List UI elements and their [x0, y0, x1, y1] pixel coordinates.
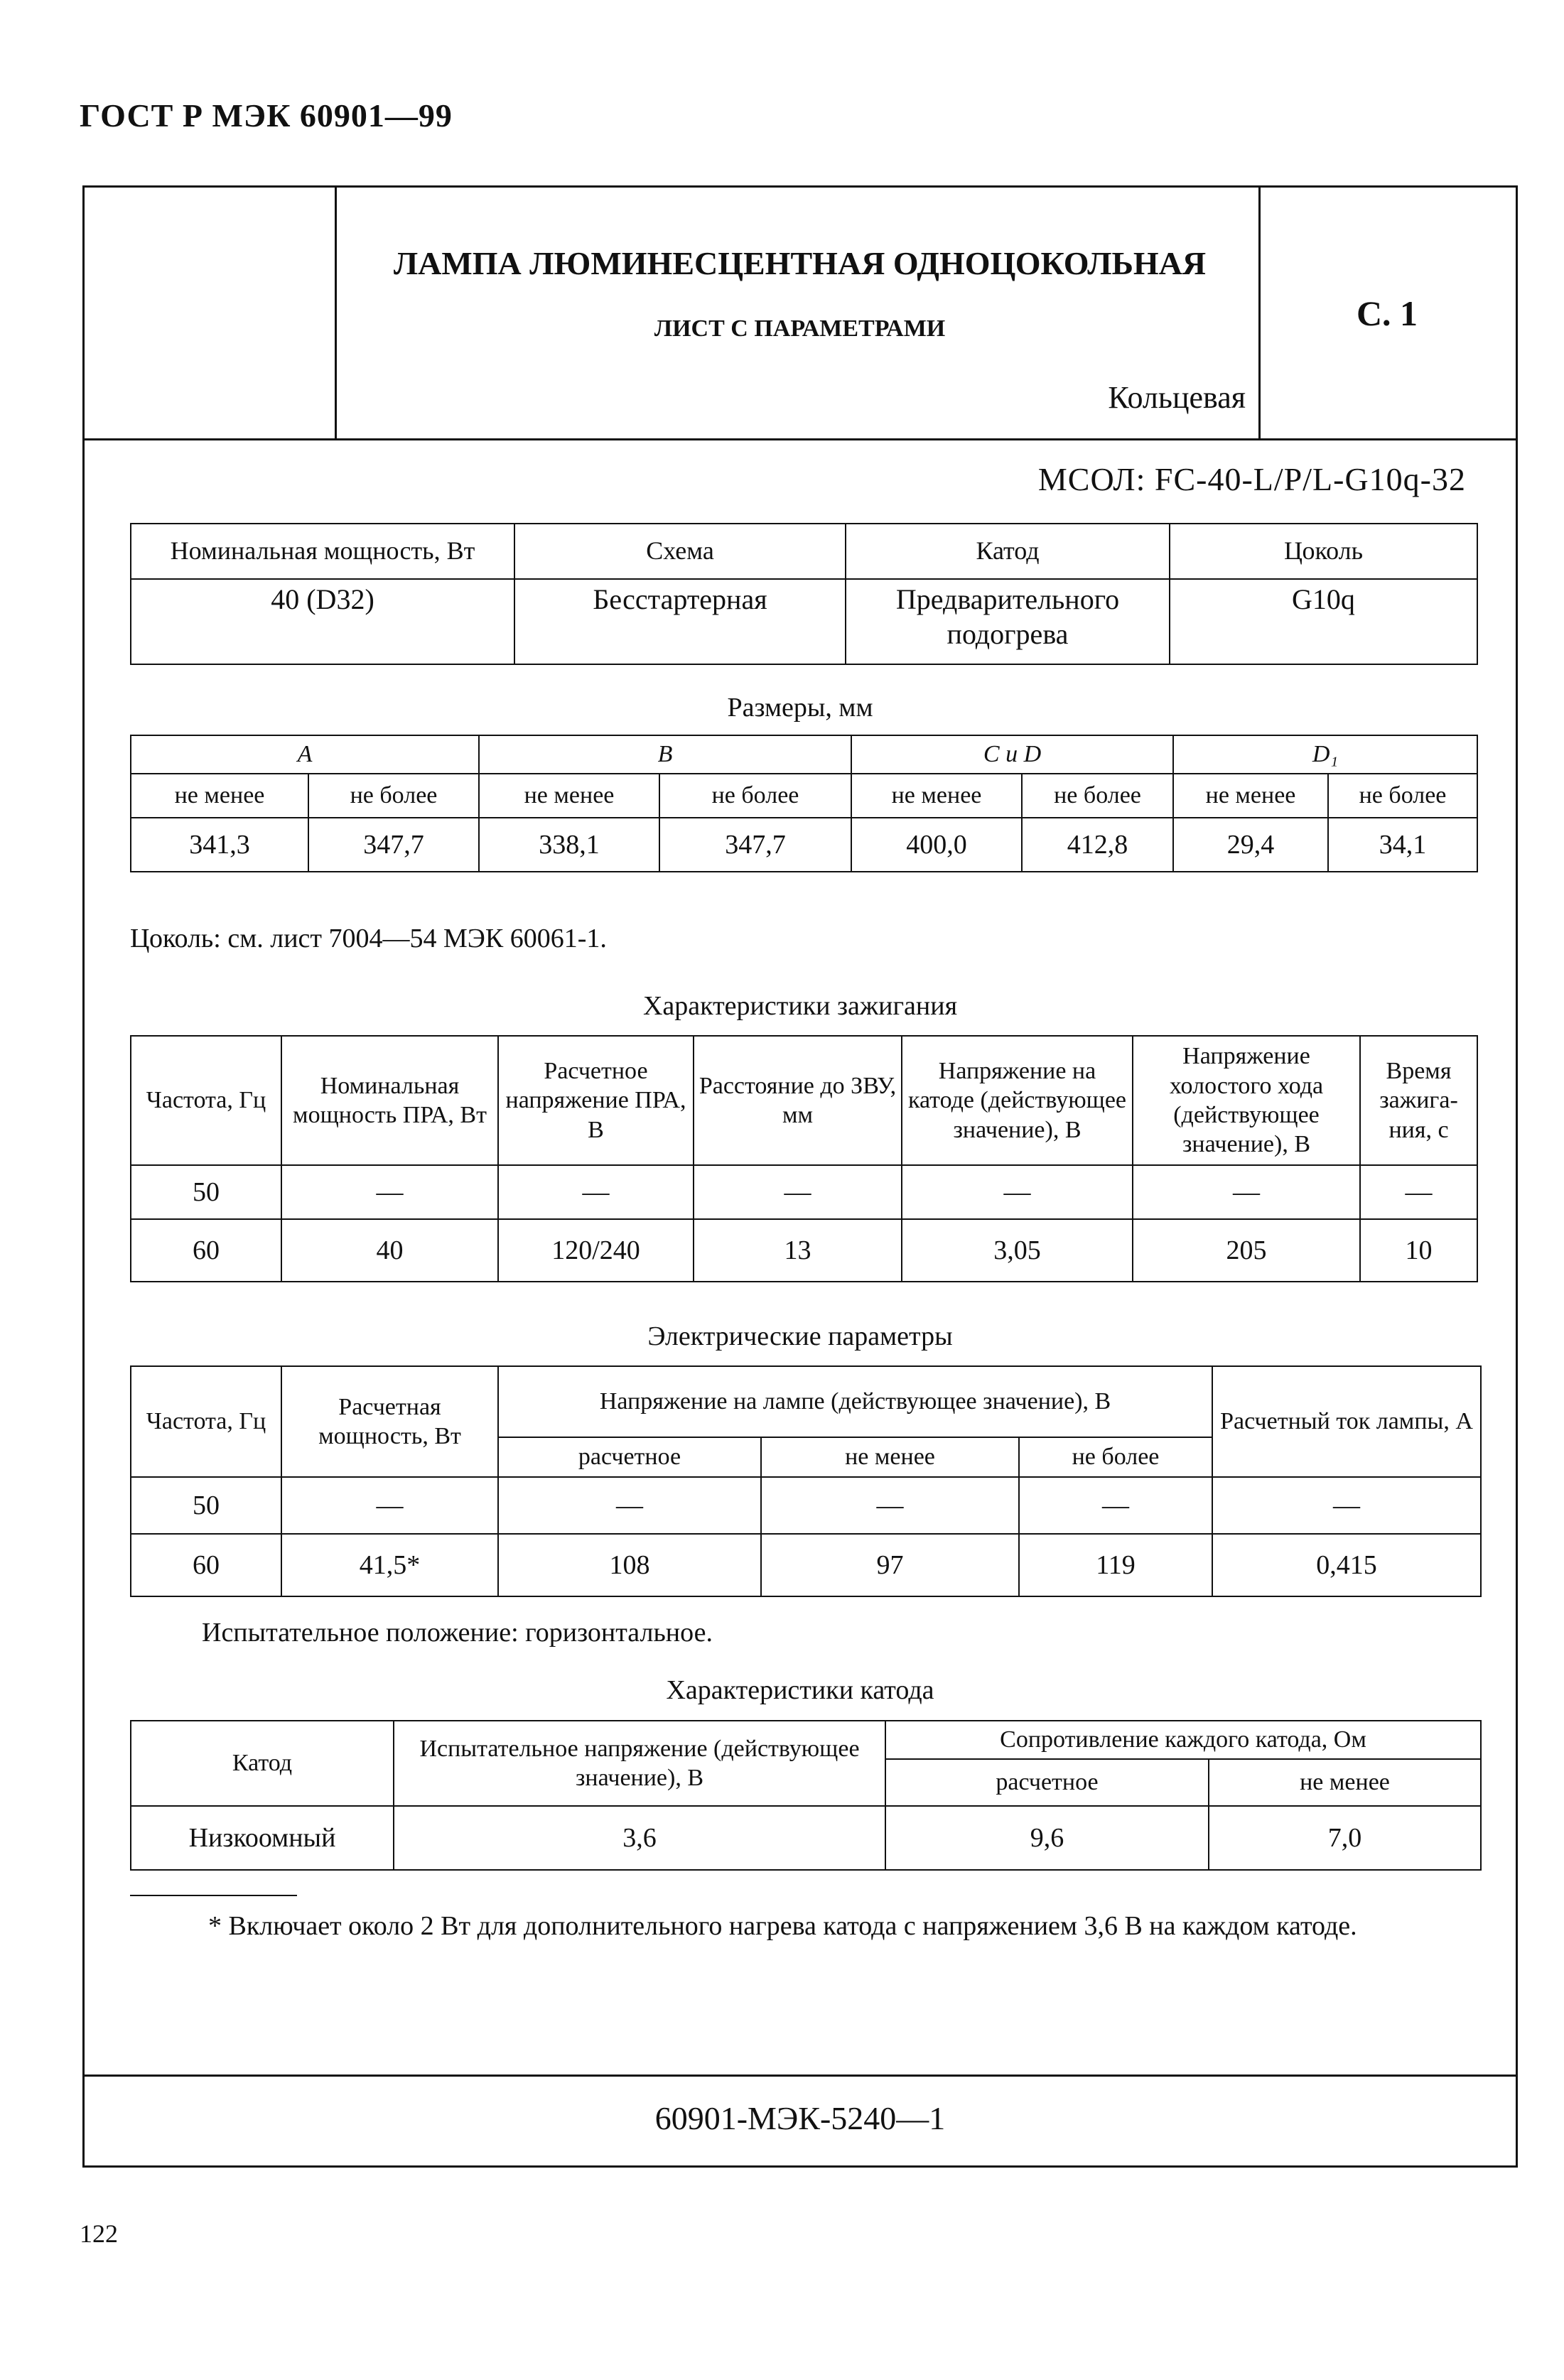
- ign-header-open-circuit-voltage: Напряжение холостого хода (действующее значение), В: [1133, 1036, 1360, 1165]
- dim-sub-max: не более: [659, 774, 851, 818]
- ign-cell: —: [1133, 1165, 1360, 1219]
- el-cell: 50: [131, 1477, 281, 1534]
- cat-cell-type: Низкоомный: [131, 1806, 394, 1870]
- el-cell: 108: [498, 1534, 761, 1596]
- base-reference-note: Цоколь: см. лист 7004—54 МЭК 60061-1.: [130, 924, 607, 953]
- ign-header-ignition-time: Время зажигания, с: [1360, 1036, 1477, 1165]
- cell-rated-power: 40 (D32): [131, 579, 514, 664]
- ign-cell: 205: [1133, 1219, 1360, 1282]
- dimensions-caption: Размеры, мм: [727, 693, 873, 723]
- cat-header-resistance: Сопротивление каждого катода, Ом: [885, 1721, 1481, 1759]
- dim-value: 412,8: [1022, 818, 1173, 872]
- dim-header-b: B: [479, 735, 851, 774]
- cell-cathode: Предварительного подогрева: [846, 579, 1170, 664]
- el-sub-rated: расчетное: [498, 1437, 761, 1477]
- cell-circuit: Бесстартерная: [514, 579, 846, 664]
- ign-header-ballast-voltage: Расчетное напряжение ПРА, В: [498, 1036, 694, 1165]
- cathode-table: [130, 1720, 1482, 1871]
- ign-cell: 60: [131, 1219, 281, 1282]
- dim-value: 338,1: [479, 818, 659, 872]
- footnote-separator: [130, 1895, 297, 1896]
- sheet-title: ЛАМПА ЛЮМИНЕСЦЕНТНАЯ ОДНОЦОКОЛЬНАЯ: [393, 245, 1207, 281]
- dim-sub-min: не менее: [1173, 774, 1328, 818]
- dim-value: 400,0: [851, 818, 1022, 872]
- ign-header-cathode-voltage: Напряжение на катоде (действующее значение), В: [902, 1036, 1133, 1165]
- dim-sub-min: не менее: [851, 774, 1022, 818]
- el-sub-max: не более: [1019, 1437, 1212, 1477]
- cell-base: G10q: [1170, 579, 1477, 664]
- el-cell: 97: [761, 1534, 1019, 1596]
- el-cell: 60: [131, 1534, 281, 1596]
- document-code: 60901-МЭК-5240—1: [654, 2100, 946, 2136]
- el-cell: —: [1019, 1477, 1212, 1534]
- ign-cell: 40: [281, 1219, 498, 1282]
- dim-sub-max: не более: [1022, 774, 1173, 818]
- dim-value: 341,3: [131, 818, 308, 872]
- cat-cell-voltage: 3,6: [394, 1806, 885, 1870]
- el-header-power: Расчетная мощность, Вт: [281, 1366, 498, 1477]
- dim-sub-max: не более: [308, 774, 479, 818]
- ign-cell: 10: [1360, 1219, 1477, 1282]
- el-header-frequency: Частота, Гц: [131, 1366, 281, 1477]
- header-cathode: Катод: [846, 524, 1170, 579]
- ign-cell: —: [694, 1165, 902, 1219]
- header-circuit: Схема: [514, 524, 846, 579]
- cat-cell-rated: 9,6: [885, 1806, 1209, 1870]
- el-header-lamp-current: Расчетный ток лампы, А: [1212, 1366, 1481, 1477]
- header-rated-power: Номинальная мощность, Вт: [131, 524, 514, 579]
- dim-sub-min: не менее: [479, 774, 659, 818]
- el-cell: —: [281, 1477, 498, 1534]
- footnote: * Включает около 2 Вт для дополнительного нагрева катода с напряжением 3,6 В на каждом катоде.: [208, 1911, 1357, 1941]
- cat-header-cathode: Катод: [131, 1721, 394, 1806]
- standard-header: ГОСТ Р МЭК 60901—99: [80, 97, 453, 134]
- electrical-table: [130, 1365, 1482, 1597]
- main-parameters-table: [130, 523, 1478, 665]
- cathode-caption: Характеристики катода: [666, 1675, 934, 1705]
- ign-header-ballast-power: Номинальная мощность ПРА, Вт: [281, 1036, 498, 1165]
- el-cell: —: [761, 1477, 1019, 1534]
- sheet-number: С. 1: [1356, 293, 1418, 333]
- ign-cell: 13: [694, 1219, 902, 1282]
- title-block: [85, 188, 1516, 440]
- dim-header-a: A: [131, 735, 479, 774]
- cat-sub-min: не менее: [1209, 1759, 1481, 1806]
- dim-value: 347,7: [308, 818, 479, 872]
- el-cell: —: [1212, 1477, 1481, 1534]
- el-cell: 119: [1019, 1534, 1212, 1596]
- ign-cell: —: [281, 1165, 498, 1219]
- dim-header-d1: D₁: [1173, 735, 1477, 774]
- el-header-lamp-voltage: Напряжение на лампе (действующее значение), В: [498, 1366, 1212, 1437]
- bottom-block: [85, 2075, 1516, 2165]
- cat-header-test-voltage: Испытательное напряжение (действующее значение), В: [394, 1721, 885, 1806]
- ign-cell: 120/240: [498, 1219, 694, 1282]
- el-cell: —: [498, 1477, 761, 1534]
- ign-header-frequency: Частота, Гц: [131, 1036, 281, 1165]
- ign-cell: —: [902, 1165, 1133, 1219]
- dim-value: 34,1: [1328, 818, 1477, 872]
- title-block-left-cell: [85, 188, 337, 438]
- ignition-caption: Характеристики зажигания: [642, 991, 958, 1021]
- electrical-caption: Электрические параметры: [647, 1321, 953, 1351]
- data-sheet-frame: [82, 185, 1518, 2168]
- test-position-note: Испытательное положение: горизонтальное.: [202, 1618, 713, 1648]
- dim-value: 347,7: [659, 818, 851, 872]
- page-number: 122: [80, 2219, 118, 2248]
- dimensions-table: [130, 735, 1478, 872]
- ign-cell: —: [1360, 1165, 1477, 1219]
- ignition-table: [130, 1035, 1478, 1282]
- header-base: Цоколь: [1170, 524, 1477, 579]
- ign-cell: —: [498, 1165, 694, 1219]
- sheet-subtitle: ЛИСТ С ПАРАМЕТРАМИ: [654, 315, 946, 342]
- el-cell: 0,415: [1212, 1534, 1481, 1596]
- dim-header-c-d: C и D: [851, 735, 1173, 774]
- ign-cell: 3,05: [902, 1219, 1133, 1282]
- el-cell: 41,5*: [281, 1534, 498, 1596]
- cat-sub-rated: расчетное: [885, 1759, 1209, 1806]
- lamp-shape: Кольцевая: [1108, 380, 1246, 415]
- ign-header-distance: Расстояние до ЗВУ, мм: [694, 1036, 902, 1165]
- dim-value: 29,4: [1173, 818, 1328, 872]
- cat-cell-min: 7,0: [1209, 1806, 1481, 1870]
- lamp-designation: МСОЛ: FC-40-L/P/L-G10q-32: [1037, 461, 1466, 497]
- dim-sub-min: не менее: [131, 774, 308, 818]
- ign-cell: 50: [131, 1165, 281, 1219]
- dim-sub-max: не более: [1328, 774, 1477, 818]
- el-sub-min: не менее: [761, 1437, 1019, 1477]
